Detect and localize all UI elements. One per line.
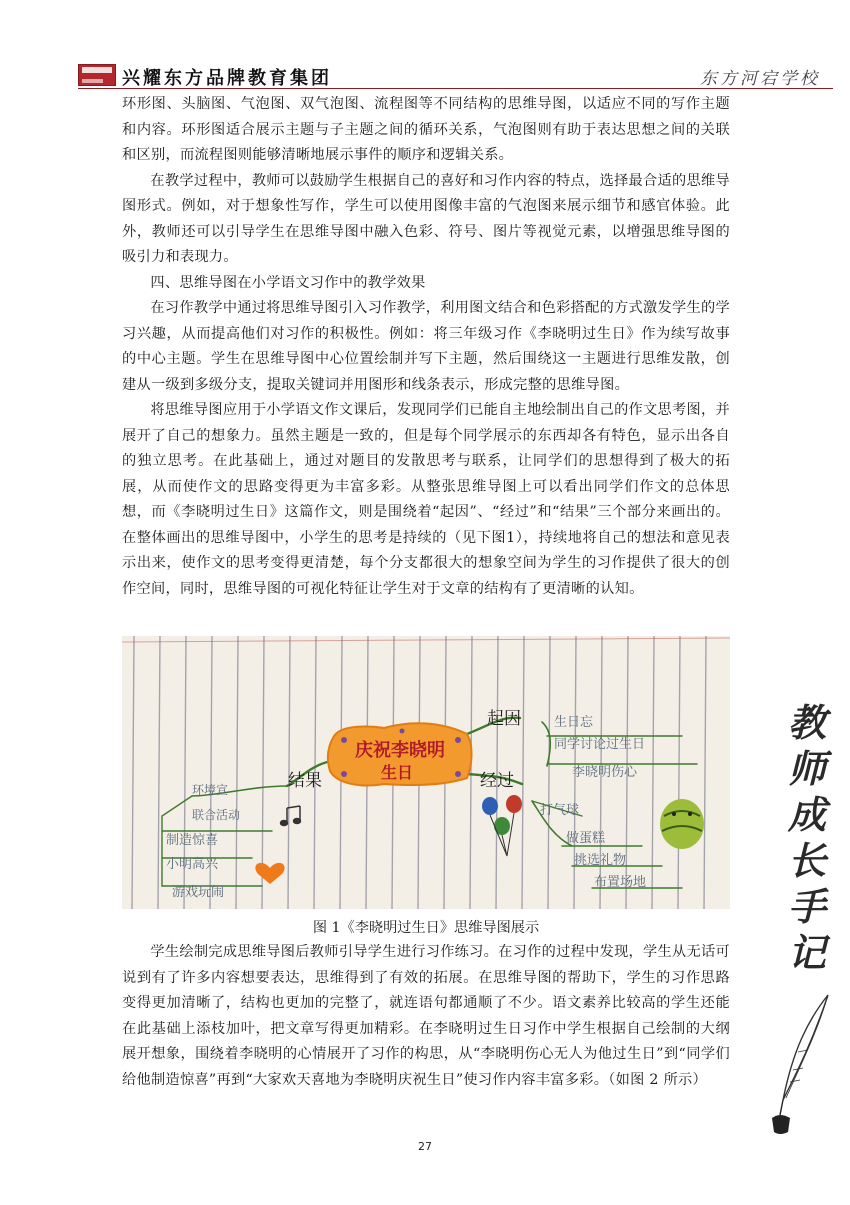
paragraph: 在教学过程中，教师可以鼓励学生根据自己的喜好和习作内容的特点，选择最合适的思维导图形式。例如，对于想象性写作，学生可以使用图像丰富的气泡图来展示细节和感官体验。此外，教师还可以引导学生在思维导图中融入色彩、符号、图片等视觉元素，以增强思维导图的吸引力和表现力。 — [122, 172, 730, 265]
branch-result-label: 结果 — [288, 771, 322, 791]
cause-item: 同学讨论过生日 — [554, 737, 646, 752]
side-title-char: 成 — [787, 792, 826, 837]
side-title-char: 教 — [787, 700, 826, 745]
side-title-char: 记 — [787, 930, 826, 975]
mind-map-photo — [122, 636, 730, 909]
result-item: 小明高兴 — [166, 857, 219, 872]
result-item: 制造惊喜 — [166, 833, 219, 848]
page-header — [0, 0, 850, 95]
center-topic-line1: 庆祝李晓明 — [355, 740, 445, 761]
branch-cause-label: 起因 — [487, 709, 521, 729]
paragraph: 环形图、头脑图、气泡图、双气泡图、流程图等不同结构的思维导图，以适应不同的写作主题和内容。环形图适合展示主题与子主题之间的循环关系，气泡图则有助于表达思想之间的关联和区别，而流程图则能够清晰地展示事件的顺序和逻辑关系。 — [122, 96, 730, 163]
side-title-char: 师 — [787, 746, 826, 791]
quill-icon — [768, 990, 838, 1140]
process-item: 做蛋糕 — [566, 831, 606, 846]
result-item: 环境宣 — [192, 783, 229, 797]
school-name: 东方河宕学校 — [700, 69, 820, 89]
side-title-char: 长 — [787, 838, 826, 883]
side-title-char: 手 — [787, 884, 826, 929]
cause-item: 李晓明伤心 — [572, 765, 638, 780]
figure-caption: 图 1《李晓明过生日》思维导图展示 — [312, 920, 540, 936]
body-text-top — [122, 92, 730, 602]
cake-drawing — [660, 799, 704, 849]
body-text-bottom — [122, 940, 730, 1093]
mind-map-drawing — [122, 636, 730, 909]
paragraph: 将思维导图应用于小学语文作文课后，发现同学们已能自主地绘制出自己的作文思考图，并展开了自己的想象力。虽然主题是一致的，但是每个同学展示的东西却各有特色，显示出各自的独立思考。在此基础上，通过对题目的发散思考与联系，让同学们的思想得到了极大的拓展，从而使作文的思路变得更为丰富多彩。从整张思维导图上可以看出同学们作文的总体思想，而《李晓明过生日》这篇作文，则是围绕着“起因”、“经过”和“结果”三个部分来画出的。在整体画出的思维导图中，小学生的思考是持续的（见下图1），持续地将自己的想法和意见表示出来，使作文的思考变得更清楚，每个分支都很大的想象空间为学生的习作提供了很大的创作空间，同时，思维导图的可视化特征让学生对于文章的结构有了更清晰的认知。 — [122, 402, 730, 597]
paragraph: 学生绘制完成思维导图后教师引导学生进行习作练习。在习作的过程中发现，学生从无话可说到有了许多内容想要表达，思维得到了有效的拓展。在思维导图的帮助下，学生的习作思路变得更加清晰了，结构也更加的完整了，就连语句都通顺了不少。语文素养比较高的学生还能在此基础上添枝加叶，把文章写得更加精彩。在李晓明过生日习作中学生根据自己绘制的大纲展开想象，围绕着李晓明的心情展开了习作的构思，从“李晓明伤心无人为他过生日”到“同学们给他制造惊喜”再到“大家欢天喜地为李晓明庆祝生日”使习作内容丰富多彩。（如图 2 所示） — [122, 944, 730, 1088]
center-topic-line2: 生日 — [380, 763, 414, 782]
section-heading: 四、思维导图在小学语文习作中的教学效果 — [150, 274, 426, 291]
header-divider — [78, 88, 833, 89]
process-item: 布置场地 — [594, 875, 647, 890]
page-number: 27 — [418, 1140, 432, 1153]
group-logo — [78, 64, 116, 86]
branch-process-label: 经过 — [480, 771, 514, 791]
process-item: 挑选礼物 — [574, 853, 627, 868]
process-item: 打气球 — [540, 803, 580, 818]
group-name: 兴耀东方品牌教育集团 — [122, 68, 332, 89]
side-calligraphy-title — [778, 700, 836, 976]
result-item: 游戏玩闹 — [172, 885, 225, 900]
cause-item: 生日忘 — [554, 715, 594, 730]
result-item: 联合活动 — [192, 808, 241, 822]
paragraph: 在习作教学中通过将思维导图引入习作教学，利用图文结合和色彩搭配的方式激发学生的学习兴趣，从而提高他们对习作的积极性。例如：将三年级习作《李晓明过生日》作为续写故事的中心主题。学生在思维导图中心位置绘制并写下主题，然后围绕这一主题进行思维发散，创建从一级到多级分支，提取关键词并用图形和线条表示，形成完整的思维导图。 — [122, 300, 730, 393]
